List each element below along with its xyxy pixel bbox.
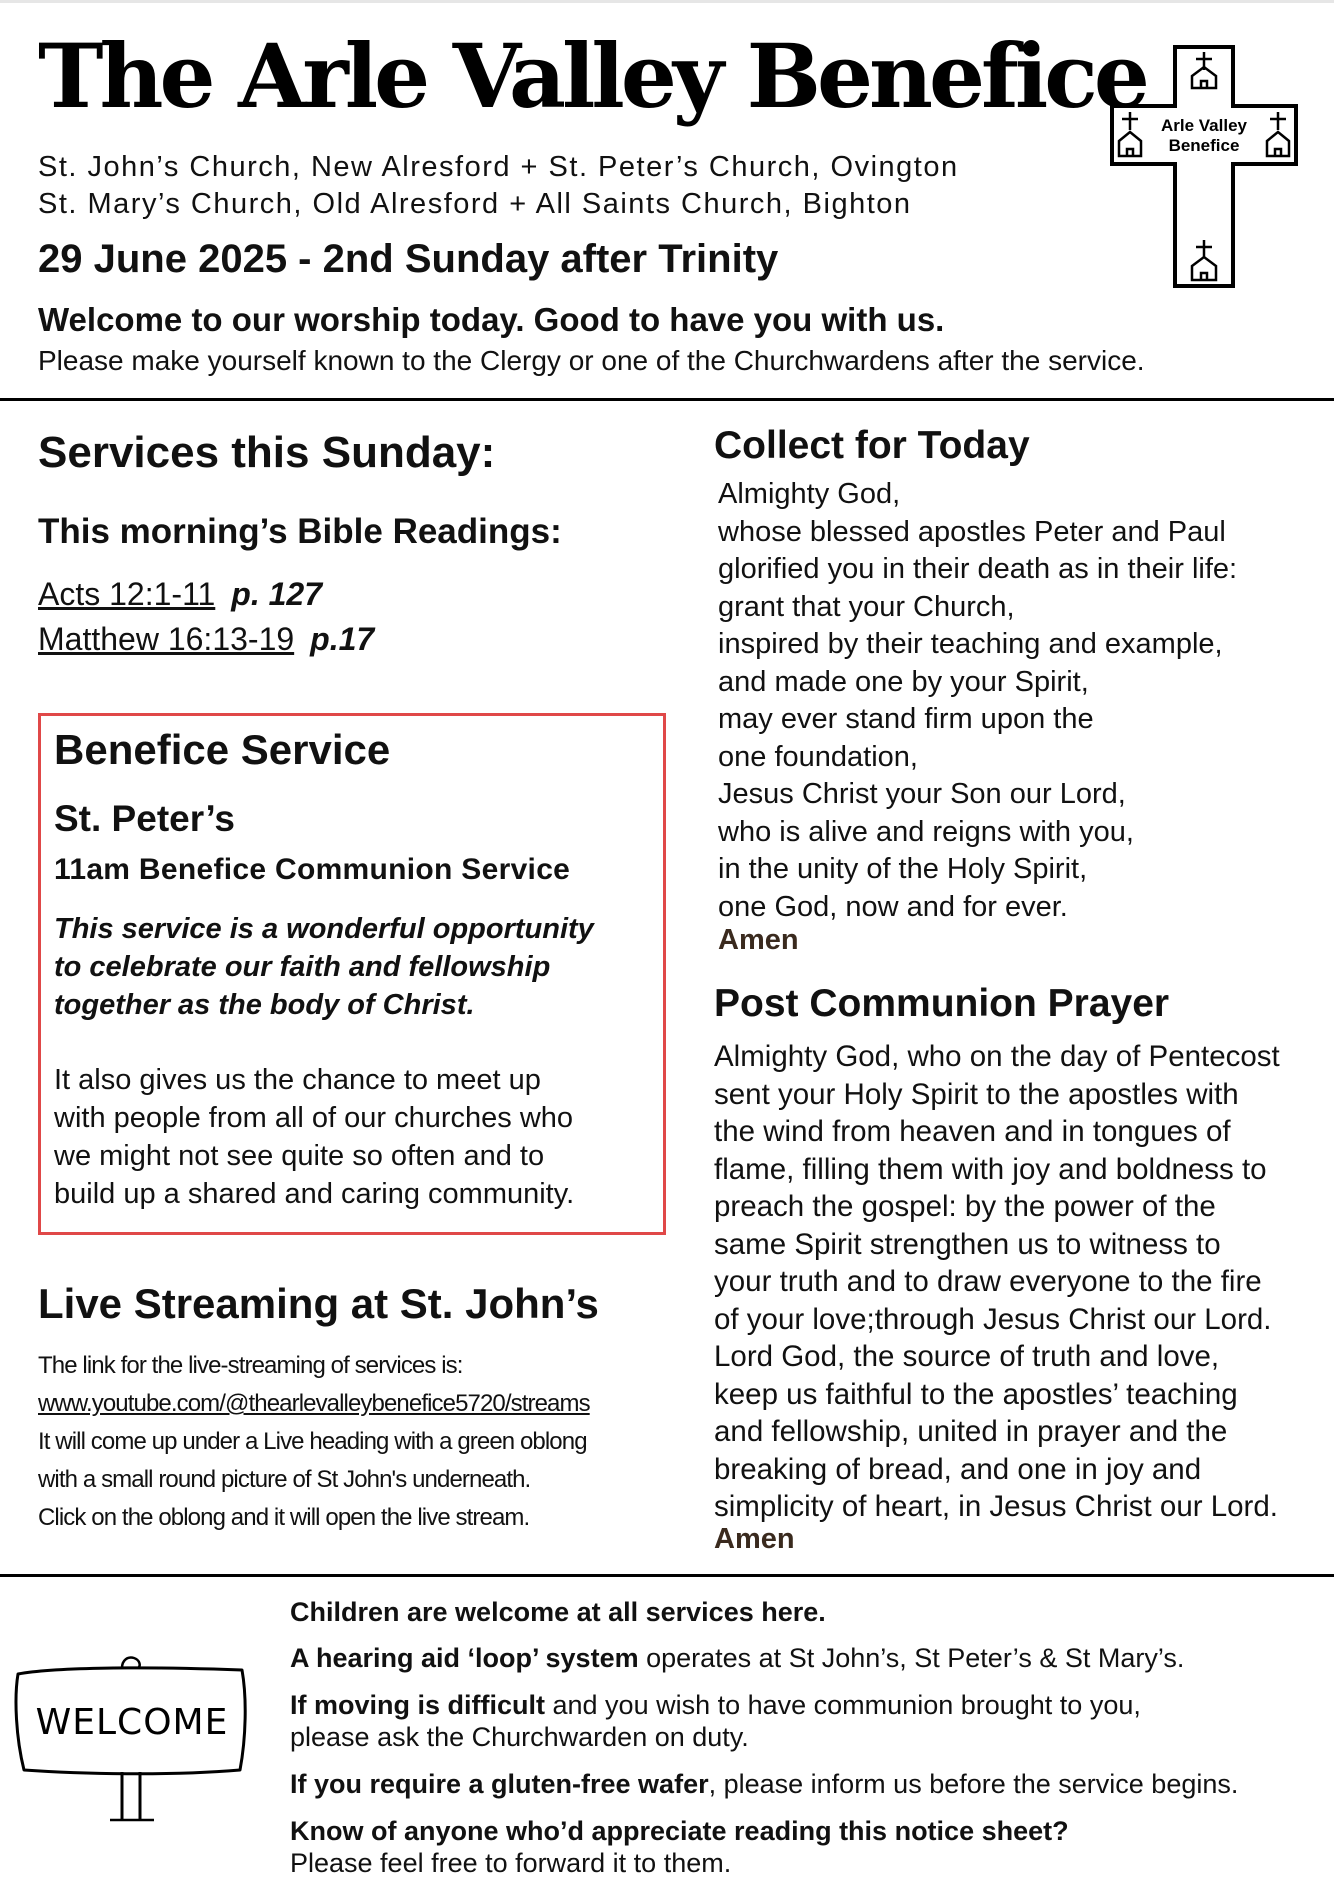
prayer-line: keep us faithful to the apostles’ teaching	[714, 1377, 1238, 1411]
notice-text: operates at St John’s, St Peter’s & St Mary’s.	[638, 1643, 1185, 1673]
collect-heading: Collect for Today	[714, 424, 1030, 467]
collect-prayer	[718, 476, 1237, 926]
prayer-line: one God, now and for ever.	[718, 890, 1068, 923]
notice-emphasis: A hearing aid ‘loop’ system	[290, 1643, 639, 1673]
benefice-service-title: Benefice Service	[54, 726, 391, 773]
text-line: together as the body of Christ.	[54, 989, 475, 1021]
welcome-sign-text: WELCOME	[35, 1702, 229, 1743]
text-line: The link for the live-streaming of services is:	[38, 1352, 463, 1379]
prayer-line: inspired by their teaching and example,	[718, 628, 1223, 660]
post-communion-heading: Post Communion Prayer	[714, 982, 1170, 1025]
prayer-line: sent your Holy Spirit to the apostles with	[714, 1077, 1239, 1111]
services-heading: Services this Sunday:	[38, 428, 496, 477]
benefice-service-highlight	[54, 910, 594, 1024]
prayer-line: your truth and to draw everyone to the fire	[714, 1265, 1262, 1298]
welcome-text: Please make yourself known to the Clergy or one of the Churchwardens after the service.	[38, 345, 1145, 376]
notice-text: Please feel free to forward it to them.	[290, 1848, 732, 1878]
notice-emphasis: Know of anyone who’d appreciate reading this notice sheet?	[290, 1816, 1069, 1846]
readings-heading: This morning’s Bible Readings:	[38, 512, 562, 551]
reading-reference-link[interactable]: Acts 12:1-11	[38, 576, 216, 612]
prayer-line: Almighty God, who on the day of Pentecost	[714, 1040, 1280, 1073]
notice-emphasis: If you require a gluten-free wafer	[290, 1769, 709, 1799]
prayer-line: of your love;through Jesus Christ our Lord.	[714, 1302, 1272, 1336]
text-line: with a small round picture of St John's underneath.	[38, 1466, 531, 1493]
benefice-service-venue: St. Peter’s	[54, 798, 235, 839]
prayer-line: grant that your Church,	[718, 590, 1015, 623]
prayer-line: and made one by your Spirit,	[718, 665, 1089, 698]
reading-reference-link[interactable]: Matthew 16:13-19	[38, 621, 295, 657]
prayer-line: breaking of bread, and one in joy and	[714, 1452, 1202, 1486]
logo-text-line-2: Benefice	[1168, 136, 1240, 155]
post-communion-amen: Amen	[714, 1523, 795, 1555]
text-line: It also gives us the chance to meet up	[54, 1064, 541, 1096]
benefice-service-time: 11am Benefice Communion Service	[54, 853, 571, 886]
text-line: to celebrate our faith and fellowship	[54, 951, 551, 983]
benefice-service-description	[54, 1061, 574, 1213]
text-line: Click on the oblong and it will open the live stream.	[38, 1504, 530, 1531]
post-communion-prayer	[714, 1038, 1280, 1526]
prayer-line: flame, filling them with joy and boldness to	[714, 1152, 1267, 1186]
notice-text: , please inform us before the service begins.	[708, 1769, 1239, 1799]
church-line-1: St. John’s Church, New Alresford + St. Peter’s Church, Ovington	[38, 151, 959, 183]
church-line-2: St. Mary’s Church, Old Alresford + All Saints Church, Bighton	[38, 188, 912, 220]
reading-page: p.17	[310, 621, 375, 657]
youtube-stream-link[interactable]: www.youtube.com/@thearlevalleybenefice5720/streams	[38, 1390, 590, 1417]
hearing-loop-notice	[290, 1642, 1184, 1674]
prayer-line: whose blessed apostles Peter and Paul	[718, 515, 1226, 548]
prayer-line: who is alive and reigns with you,	[718, 815, 1134, 848]
text-line: It will come up under a Live heading with a green oblong	[38, 1428, 587, 1455]
gluten-free-notice	[290, 1768, 1238, 1800]
text-line: we might not see quite so often and to	[54, 1140, 545, 1172]
text-line: with people from all of our churches who	[54, 1102, 574, 1134]
benefice-cross-logo	[1108, 44, 1300, 289]
prayer-line: glorified you in their death as in their life:	[718, 553, 1238, 585]
prayer-line: preach the gospel: by the power of the	[714, 1190, 1216, 1223]
prayer-line: same Spirit strengthen us to witness to	[714, 1227, 1221, 1261]
service-date: 29 June 2025 - 2nd Sunday after Trinity	[38, 237, 779, 281]
prayer-line: one foundation,	[718, 740, 918, 773]
welcome-heading: Welcome to our worship today. Good to have you with us.	[38, 301, 945, 338]
prayer-line: in the unity of the Holy Spirit,	[718, 853, 1088, 885]
mobility-notice	[290, 1689, 1141, 1753]
reading-item	[38, 621, 374, 658]
notice-emphasis: If moving is difficult	[290, 1690, 545, 1720]
prayer-line: Lord God, the source of truth and love,	[714, 1340, 1220, 1373]
church-list	[38, 149, 959, 223]
prayer-line: and fellowship, united in prayer and the	[714, 1415, 1228, 1448]
top-divider	[0, 0, 1334, 3]
prayer-line: Almighty God,	[718, 478, 901, 510]
prayer-line: may ever stand firm upon the	[718, 703, 1094, 735]
live-streaming-heading: Live Streaming at St. John’s	[38, 1280, 599, 1327]
forward-notice	[290, 1815, 1069, 1879]
live-streaming-info	[38, 1347, 590, 1537]
prayer-line: Jesus Christ your Son our Lord,	[718, 778, 1126, 810]
page-title: The Arle Valley Benefice	[38, 24, 1146, 128]
footer-divider	[0, 1574, 1334, 1577]
header-divider	[0, 398, 1334, 401]
children-notice: Children are welcome at all services here.	[290, 1597, 826, 1627]
reading-item	[38, 576, 322, 613]
notice-text: please ask the Churchwarden on duty.	[290, 1722, 749, 1752]
logo-text-line-1: Arle Valley	[1160, 116, 1248, 135]
welcome-sign-icon	[10, 1648, 250, 1834]
text-line: build up a shared and caring community.	[54, 1178, 575, 1210]
reading-page: p. 127	[231, 576, 322, 612]
notice-text: and you wish to have communion brought to you,	[545, 1690, 1141, 1720]
text-line: This service is a wonderful opportunity	[54, 913, 594, 945]
prayer-line: simplicity of heart, in Jesus Christ our Lord.	[714, 1490, 1278, 1523]
prayer-line: the wind from heaven and in tongues of	[714, 1115, 1231, 1148]
collect-amen: Amen	[718, 924, 799, 956]
